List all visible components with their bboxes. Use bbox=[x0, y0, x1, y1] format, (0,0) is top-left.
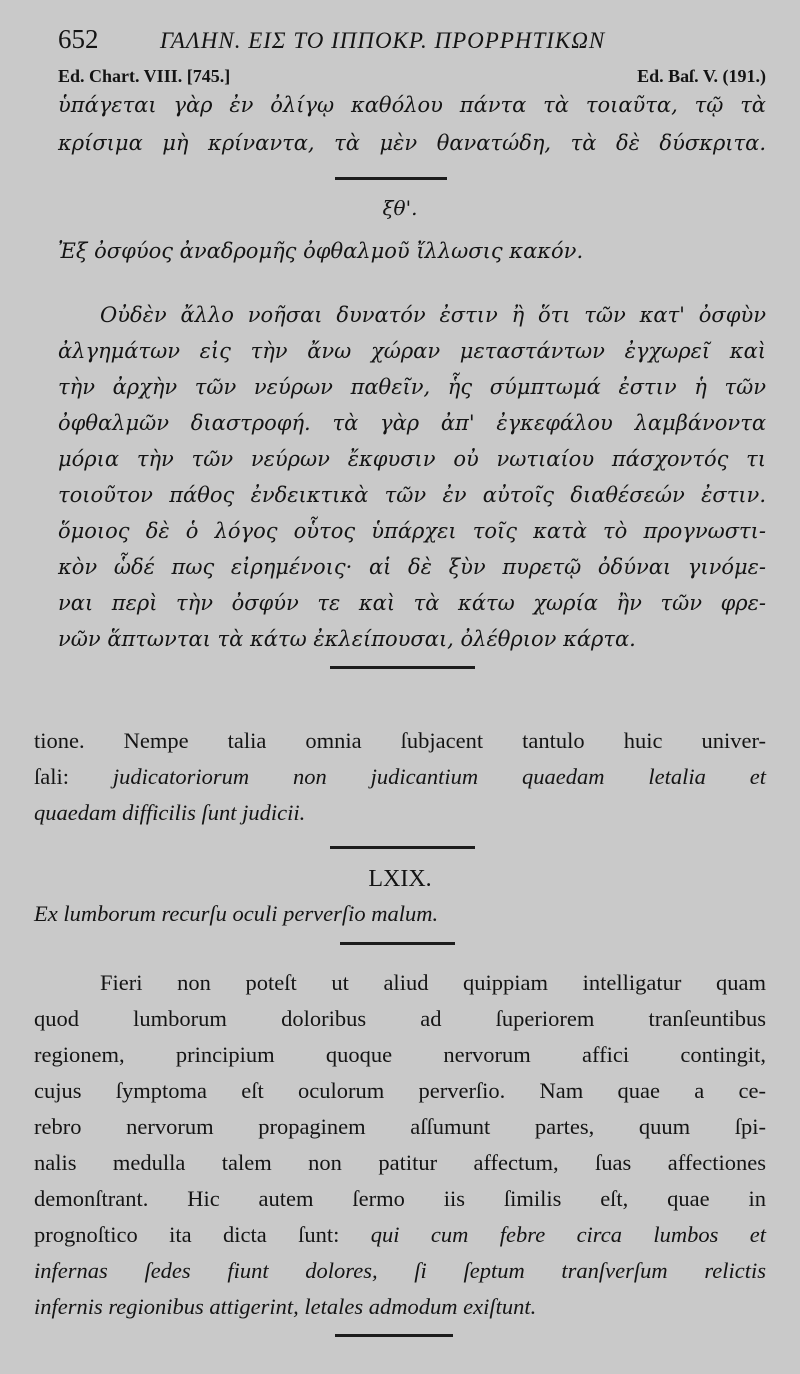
greek-aphorism: Ἐξ ὀσφύος ἀναδρομῆς ὀφθαλμοῦ ἴλλωσις κακόν. bbox=[58, 239, 584, 263]
greek-line: ναι περὶ τὴν ὀσφύν τε καὶ τὰ κάτω χωρία ἢν τῶν φρε- bbox=[58, 591, 766, 615]
greek-line: ὅμοιος δὲ ὁ λόγος οὗτος ὑπάρχει τοῖς κατὰ τὸ προγνωστι- bbox=[58, 519, 766, 543]
latin-line: quaedam difficilis ſunt judicii. bbox=[34, 800, 306, 825]
section-divider bbox=[330, 846, 475, 849]
greek-line: ὑπάγεται γὰρ ἐν ὀλίγῳ καθόλου πάντα τὰ τοιαῦτα, τῷ τὰ bbox=[58, 93, 766, 117]
greek-line: ὀφθαλμῶν διαστροφή. τὰ γὰρ ἀπ' ἐγκεφάλου λαμβάνοντα bbox=[58, 411, 766, 435]
latin-italic-text: judicatoriorum non judicantium quaedam letalia et bbox=[112, 764, 766, 789]
greek-line: κρίσιμα μὴ κρίναντα, τὰ μὲν θανατώδη, τὰ δὲ δύσκριτα. bbox=[58, 131, 766, 155]
greek-line: νῶν ἅπτωνται τὰ κάτω ἐκλείπουσαι, ὀλέθριον κάρτα. bbox=[58, 627, 636, 651]
edition-reference-left: Ed. Chart. VIII. [745.] bbox=[58, 66, 231, 86]
latin-line: infernis regionibus attigerint, letales admodum exiſtunt. bbox=[34, 1294, 537, 1319]
latin-line: cujus ſymptoma eſt oculorum perverſio. Nam quae a ce- bbox=[34, 1078, 766, 1103]
running-title: ΓΑΛΗΝ. ΕΙΣ ΤΟ ΙΠΠΟΚΡ. ΠΡΟΡΡΗΤΙΚΩΝ bbox=[160, 28, 606, 53]
section-divider bbox=[335, 177, 447, 180]
section-divider bbox=[330, 666, 475, 669]
section-divider bbox=[340, 942, 455, 945]
latin-line: tione. Nempe talia omnia ſubjacent tantulo huic univer- bbox=[34, 728, 766, 753]
latin-text: prognoſtico ita dicta ſunt: bbox=[34, 1222, 371, 1247]
greek-line: τοιοῦτον πάθος ἐνδεικτικὰ τῶν ἐν αὐτοῖς διαθέσεών ἐστιν. bbox=[58, 483, 766, 507]
latin-aphorism: Ex lumborum recurſu oculi perverſio malum. bbox=[34, 901, 439, 926]
latin-line: infernas ſedes fiunt dolores, ſi ſeptum tranſverſum relictis bbox=[34, 1258, 766, 1283]
greek-line: τὴν ἀρχὴν τῶν νεύρων παθεῖν, ἧς σύμπτωμά ἐστιν ἡ τῶν bbox=[58, 375, 766, 399]
latin-line: regionem, principium quoque nervorum affici contingit, bbox=[34, 1042, 766, 1067]
latin-italic-text: qui cum febre circa lumbos et bbox=[370, 1222, 766, 1247]
greek-line: μόρια τὴν τῶν νεύρων ἔκφυσιν οὐ νωτιαίου πάσχοντός τι bbox=[58, 447, 766, 471]
section-divider bbox=[335, 1334, 453, 1337]
greek-section-number: ξθ'. bbox=[382, 196, 418, 220]
greek-line: ἀλγημάτων εἰς τὴν ἄνω χώραν μεταστάντων ἐγχωρεῖ καὶ bbox=[58, 339, 766, 363]
greek-line: Οὐδὲν ἄλλο νοῆσαι δυνατόν ἐστιν ἢ ὅτι τῶν κατ' ὀσφὺν bbox=[100, 303, 766, 327]
page-number: 652 bbox=[58, 24, 99, 54]
latin-line bbox=[34, 760, 766, 794]
latin-line: nalis medulla talem non patitur affectum, ſuas affectiones bbox=[34, 1150, 766, 1175]
latin-line: rebro nervorum propaginem aſſumunt partes, quum ſpi- bbox=[34, 1114, 766, 1139]
latin-text: ſali: bbox=[34, 764, 113, 789]
edition-reference-right: Ed. Baſ. V. (191.) bbox=[637, 66, 766, 86]
latin-line: demonſtrant. Hic autem ſermo iis ſimilis eſt, quae in bbox=[34, 1186, 766, 1211]
latin-line: Fieri non poteſt ut aliud quippiam intelligatur quam bbox=[100, 970, 766, 995]
latin-section-number: LXIX. bbox=[368, 866, 432, 892]
greek-line: κὸν ὧδέ πως εἰρημένοις· αἱ δὲ ξὺν πυρετῷ ὀδύναι γινόμε- bbox=[58, 555, 766, 579]
latin-line: quod lumborum doloribus ad ſuperiorem tranſeuntibus bbox=[34, 1006, 766, 1031]
latin-line bbox=[34, 1218, 766, 1252]
